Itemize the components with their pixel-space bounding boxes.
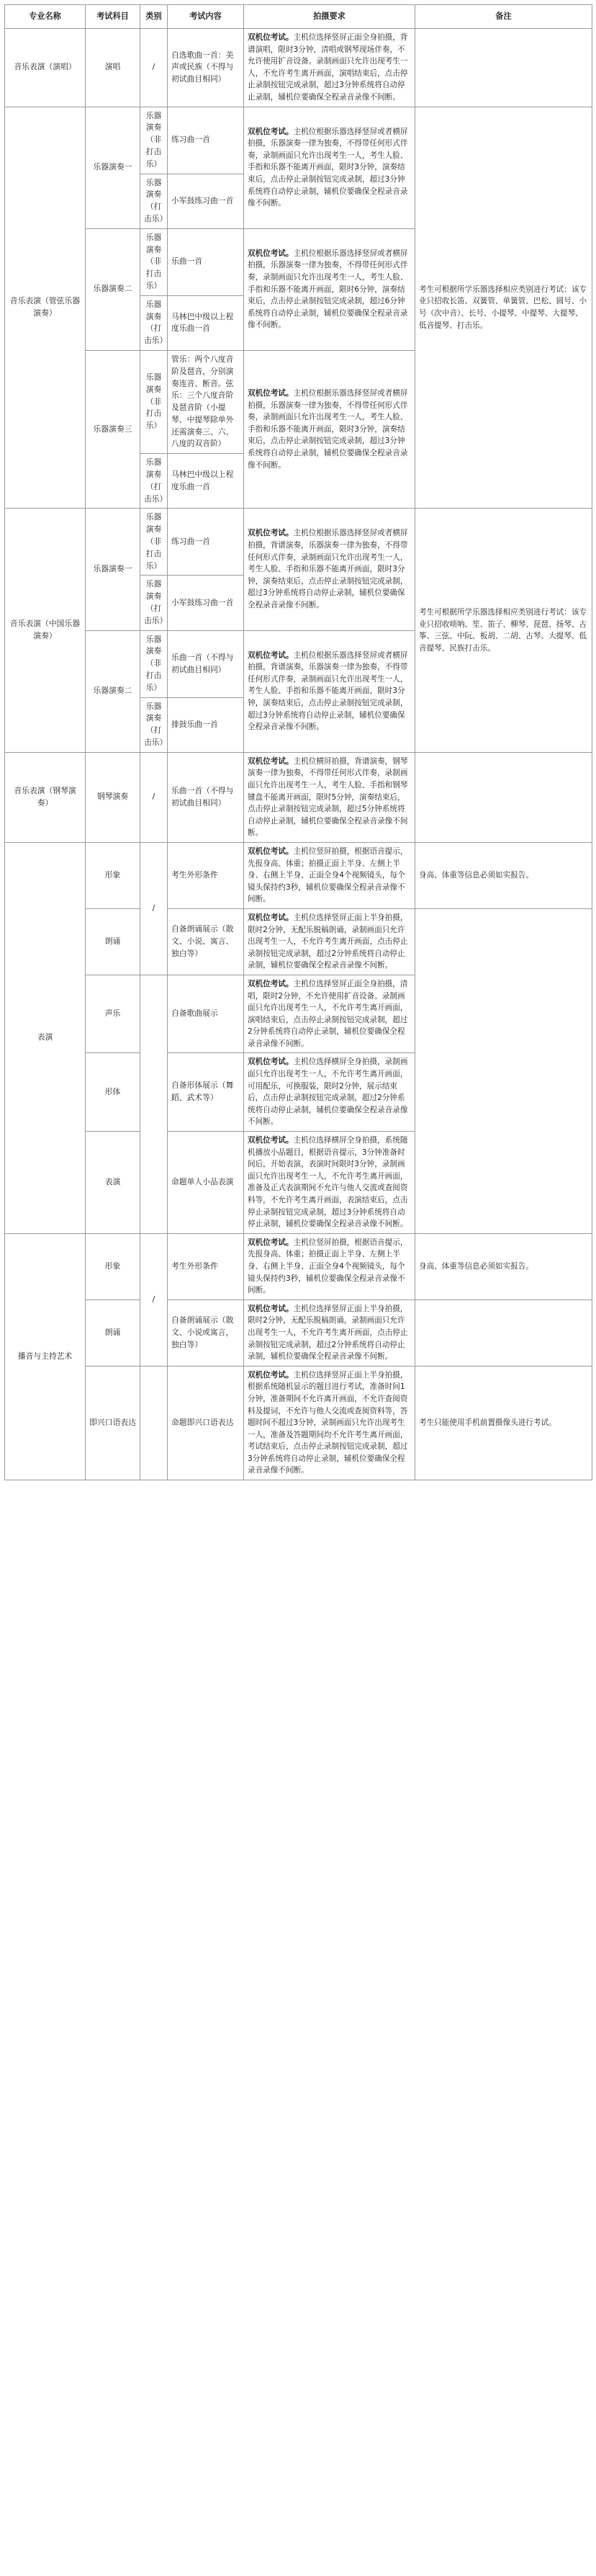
category-cell: 乐器演奏（非打击乐） (140, 228, 168, 295)
content-cell: 排鼓乐曲一首 (168, 697, 244, 752)
major-cell: 音乐表演（演唱） (5, 29, 86, 107)
requirements-cell (244, 350, 415, 509)
subject-cell: 演唱 (86, 29, 140, 107)
table-row (5, 29, 592, 107)
content-cell: 考生外形条件 (168, 842, 244, 908)
content-cell: 自备朗诵展示（散文、小说或寓言，独白等） (168, 1300, 244, 1366)
header-content: 考试内容 (168, 5, 244, 29)
note-cell: 身高、体重等信息必须如实报告。 (415, 1233, 592, 1300)
category-cell: 乐器演奏（打击乐） (140, 697, 168, 752)
exam-requirements-document (4, 4, 592, 1480)
category-cell: 乐器演奏（非打击乐） (140, 350, 168, 453)
header-notes: 备注 (415, 5, 592, 29)
requirement-lead: 双机位考试。 (248, 1238, 294, 1247)
major-cell: 音乐表演（中国乐器演奏） (5, 509, 86, 752)
content-cell: 自备歌曲展示 (168, 975, 244, 1053)
requirement-lead: 双机位考试。 (248, 979, 294, 988)
requirement-text: 主机位竖屏拍摄，根据语音提示，先报身高、体重；拍摄正面上半身、左侧上半身、右侧上半身、正面全身4个视频镜头，每个镜头保持约3秒，辅机位要确保全程录音录像不间断。 (248, 846, 408, 904)
content-cell: 练习曲一首 (168, 509, 244, 576)
requirement-lead: 双机位考试。 (248, 529, 294, 538)
requirement-lead: 双机位考试。 (248, 127, 294, 136)
category-cell: 乐器演奏（非打击乐） (140, 509, 168, 576)
content-cell: 考生外形条件 (168, 1233, 244, 1300)
note-cell (415, 908, 592, 1233)
note-cell (415, 752, 592, 842)
requirement-lead: 双机位考试。 (248, 650, 294, 660)
exam-requirements-table (4, 4, 592, 1480)
requirement-lead: 双机位考试。 (248, 1057, 294, 1067)
note-cell: 考生可根据所学乐器选择相应类别进行考试：该专业只招收长笛、双簧管、单簧管、巴松、圆号、小号（次中音）、长号、小提琴、中提琴、大提琴、低音提琴、打击乐。 (415, 107, 592, 509)
requirements-cell (244, 29, 415, 107)
table-row (5, 842, 592, 908)
requirement-lead: 双机位考试。 (248, 1136, 294, 1145)
table-row (5, 509, 592, 576)
subject-cell: 乐器演奏一 (86, 107, 140, 228)
table-row (5, 1233, 592, 1300)
category-cell: 乐器演奏（打击乐） (140, 295, 168, 350)
content-cell: 马林巴中级以上程度乐曲一首 (168, 295, 244, 350)
requirement-text: 主机位横屏拍摄，背谱演奏，钢琴演奏一律为独奏，不得带任何形式伴奏，录制画面只允许出现考生一人，考生人脸、手指和钢琴键盘不能离开画面，限时5分钟，演奏结束后，点击停止录制按钮完成录制，超过5分钟系统将自动停止录制，辅机位要确保全程录音录像不间断。 (248, 756, 408, 838)
requirements-cell (244, 842, 415, 908)
content-cell: 小军鼓练习曲一首 (168, 576, 244, 630)
category-cell (140, 1366, 168, 1480)
category-cell: 乐器演奏（打击乐） (140, 576, 168, 630)
requirement-lead: 双机位考试。 (248, 1370, 294, 1379)
requirements-cell (244, 1132, 415, 1234)
subject-cell: 形体 (86, 1053, 140, 1132)
content-cell: 自选歌曲一首：美声或民族（不得与初试曲目相同） (168, 29, 244, 107)
note-cell: 身高、体重等信息必须如实报告。 (415, 842, 592, 908)
requirement-lead: 双机位考试。 (248, 913, 294, 922)
category-cell: / (140, 1233, 168, 1366)
requirement-text: 主机位根据乐器选择竖屏或者横屏拍摄，乐器演奏一律为独奏，不得带任何形式伴奏，录制画面只允许出现考生一人，考生人脸、手指和乐器不能离开画面，限时6分钟，演奏结束后，点击停止录制按钮完成录制，超过6分钟系统将自动停止录制，辅机位要确保全程录音录像不间断。 (248, 249, 408, 330)
content-cell: 乐曲一首 (168, 228, 244, 295)
requirement-text: 主机位根据乐器选择竖屏或者横屏拍摄，背谱演奏，乐器演奏一律为独奏，不得带任何形式伴奏，录制画面只允许出现考生一人，考生人脸、手指和乐器不能离开画面，限时3分钟，演奏结束后，点击停止录制按钮完成录制，超过3分钟系统将自动停止录制，辅机位要确保全程录音录像不间断。 (248, 529, 408, 610)
content-cell: 自备朗诵展示（散文、小说、寓言、独白等） (168, 908, 244, 975)
requirements-cell (244, 509, 415, 630)
requirement-lead: 双机位考试。 (248, 389, 294, 398)
requirements-cell (244, 228, 415, 350)
content-cell: 命题即兴口语表达 (168, 1366, 244, 1480)
content-cell: 乐曲一首（不得与初试曲目相同） (168, 630, 244, 697)
header-subject: 考试科目 (86, 5, 140, 29)
subject-cell: 朗诵 (86, 908, 140, 975)
subject-cell: 即兴口语表达 (86, 1366, 140, 1480)
subject-cell: 形象 (86, 1233, 140, 1300)
subject-cell: 乐器演奏二 (86, 630, 140, 752)
requirement-text: 主机位选择竖屏正面上半身拍摄，限时2分钟，无配乐脱稿朗诵，录制画面只允许出现考生一人，不允许考生离开画面，点击停止录制按钮完成录制，超过2分钟系统将自动停止录制，辅机位要确保全程录音录像不间断。 (248, 913, 408, 970)
requirements-cell (244, 975, 415, 1053)
content-cell: 自备形体展示（舞蹈、武术等） (168, 1053, 244, 1132)
requirement-text: 主机位选择竖屏正面全身拍摄，背谱演唱，限时3分钟，清唱或钢琴现场伴奏，不允许使用扩音设备。录制画面只允许出现考生一人，不允许考生离开画面，演唱结束后，点击停止录制按钮完成录制，超过3分钟系统将自动停止录制，辅机位要确保全程录音录像不间断。 (248, 33, 408, 102)
requirement-lead: 双机位考试。 (248, 756, 294, 766)
requirement-text: 主机位根据乐器选择竖屏或者横屏拍摄，背谱演奏，乐器演奏一律为独奏，不得带任何形式伴奏，录制画面只允许出现考生一人，考生人脸、手指和乐器不能离开画面，限时3分钟，演奏结束后，点击停止录制按钮完成录制，超过3分钟系统将自动停止录制，辅机位要确保全程录音录像不间断。 (248, 650, 408, 732)
requirements-cell (244, 752, 415, 842)
requirement-text: 主机位选择横屏全身拍摄，录制画面只允许出现考生一人，不允许考生离开画面，可用配乐，可换服装，限时2分钟，展示结束后，点击停止录制按钮完成录制，超过2分钟系统将自动停止录制，辅机位要确保全程录音录像不间断。 (248, 1057, 408, 1127)
category-cell: 乐器演奏（打击乐） (140, 174, 168, 228)
requirements-cell (244, 1053, 415, 1132)
major-cell: 音乐表演（钢琴演奏） (5, 752, 86, 842)
header-category: 类别 (140, 5, 168, 29)
requirements-cell (244, 1366, 415, 1480)
requirement-lead: 双机位考试。 (248, 1304, 294, 1313)
requirement-text: 主机位选择竖屏正面上半身拍摄，限时2分钟，无配乐脱稿朗诵，录制画面只允许出现考生一人，不允许考生离开画面，点击停止录制按钮完成录制，超过2分钟系统将自动停止录制，辅机位要确保全程录音录像不间断。 (248, 1304, 408, 1361)
major-cell: 播音与主持艺术 (5, 1233, 86, 1480)
content-cell: 小军鼓练习曲一首 (168, 174, 244, 228)
table-row (5, 1366, 592, 1480)
requirements-cell (244, 908, 415, 975)
category-cell: / (140, 752, 168, 842)
requirement-text: 主机位竖屏拍摄，根据语音提示，先报身高、体重；拍摄正面上半身、左侧上半身、右侧上半身、正面全身4个视频镜头，每个镜头保持约3秒，辅机位要确保全程录音录像不间断。 (248, 1238, 408, 1295)
subject-cell: 声乐 (86, 975, 140, 1053)
note-cell (415, 1300, 592, 1366)
major-cell: 表演 (5, 842, 86, 1233)
category-cell: / (140, 842, 168, 975)
subject-cell: 乐器演奏三 (86, 350, 140, 509)
subject-cell: 形象 (86, 842, 140, 908)
table-row (5, 107, 592, 174)
requirements-cell (244, 107, 415, 228)
table-row (5, 1300, 592, 1366)
content-cell: 练习曲一首 (168, 107, 244, 174)
major-cell: 音乐表演（管弦乐器演奏） (5, 107, 86, 509)
note-cell: 考生可根据所学乐器选择相应类别进行考试：该专业只招收唢呐、笙、笛子、柳琴、琵琶、扬琴、古筝、三弦、中阮、板胡、二胡、古琴、大提琴、低音提琴、民族打击乐。 (415, 509, 592, 752)
requirement-lead: 双机位考试。 (248, 33, 294, 42)
content-cell: 命题单人小品表演 (168, 1132, 244, 1234)
category-cell: / (140, 29, 168, 107)
requirements-cell (244, 1300, 415, 1366)
requirement-text: 主机位根据乐器选择竖屏或者横屏拍摄，乐器演奏一律为独奏，不得带任何形式伴奏，录制画面只允许出现考生一人，考生人脸、手指和乐器不能离开画面，限时3分钟，演奏结束后，点击停止录制按钮完成录制，超过3分钟系统将自动停止录制，辅机位要确保全程录音录像不间断。 (248, 127, 408, 208)
header-requirements: 拍摄要求 (244, 5, 415, 29)
requirements-cell (244, 1233, 415, 1300)
requirement-text: 主机位选择横屏全身拍摄，系统随机播放小品题目，根据语音提示，3分钟准备时间后，开始表演，表演时间限时3分钟，录制画面只允许出现考生一人，不允许考生离开画面，准备及正式表演期间不允许与他人交流或查阅资料等，不允许考生离开画面，表演结束后，点击停止录制按钮完成录制，超过3分钟系统将自动停止录制，辅机位要确保全程录音录像不间断。 (248, 1136, 408, 1229)
table-row (5, 752, 592, 842)
category-cell (140, 975, 168, 1233)
content-cell: 乐曲一首（不得与初试曲目相同） (168, 752, 244, 842)
subject-cell: 乐器演奏一 (86, 509, 140, 630)
subject-cell: 乐器演奏二 (86, 228, 140, 350)
note-cell (415, 29, 592, 107)
requirement-text: 主机位根据乐器选择竖屏或者横屏拍摄，乐器演奏一律为独奏，不得带任何形式伴奏，录制画面只允许出现考生一人，考生人脸、手指和乐器不能离开画面，限时3分钟，演奏结束后，点击停止录制按钮完成录制，超过3分钟系统将自动停止录制，辅机位要确保全程录音录像不间断。 (248, 389, 408, 470)
subject-cell: 朗诵 (86, 1300, 140, 1366)
note-cell: 考生只能使用手机前置摄像头进行考试。 (415, 1366, 592, 1480)
requirement-text: 主机位选择竖屏正面全身拍摄，清唱，限时2分钟，不允许使用扩音设备。录制画面只允许出现考生一人，不允许考生离开画面，演唱结束后，点击停止录制按钮完成录制，超过2分钟系统将自动停止录制，辅机位要确保全程录音录像不间断。 (248, 979, 408, 1048)
requirements-cell (244, 630, 415, 752)
requirement-lead: 双机位考试。 (248, 846, 294, 856)
requirement-text: 主机位选择竖屏正面上半身拍摄，根据系统随机显示的题目进行考试，准备时间1分钟，准备期间不允许离开画面，不允许查阅资料及提词，不允许与他人交流或查阅资料等，答题时间不超过3分钟，录制画面只允许出现考生一人，准备及答题期间均不允许考生离开画面，考试结束后，点击停止录制按钮完成录制，超过3分钟系统将自动停止录制，辅机位要确保全程录音录像不间断。 (248, 1370, 408, 1475)
subject-cell: 钢琴演奏 (86, 752, 140, 842)
requirement-lead: 双机位考试。 (248, 249, 294, 258)
category-cell: 乐器演奏（非打击乐） (140, 630, 168, 697)
category-cell: 乐器演奏（非打击乐） (140, 107, 168, 174)
content-cell: 管乐：两个八度音阶及琶音，分别演奏连音、断音。弦乐：三个八度音阶及琶音阶（小提琴、中提琴除单外还需演奏三、六、八度的双音阶） (168, 350, 244, 453)
content-cell: 马林巴中级以上程度乐曲一首 (168, 454, 244, 509)
subject-cell: 表演 (86, 1132, 140, 1234)
table-row (5, 908, 592, 975)
table-header-row (5, 5, 592, 29)
header-major: 专业名称 (5, 5, 86, 29)
category-cell: 乐器演奏（打击乐） (140, 454, 168, 509)
